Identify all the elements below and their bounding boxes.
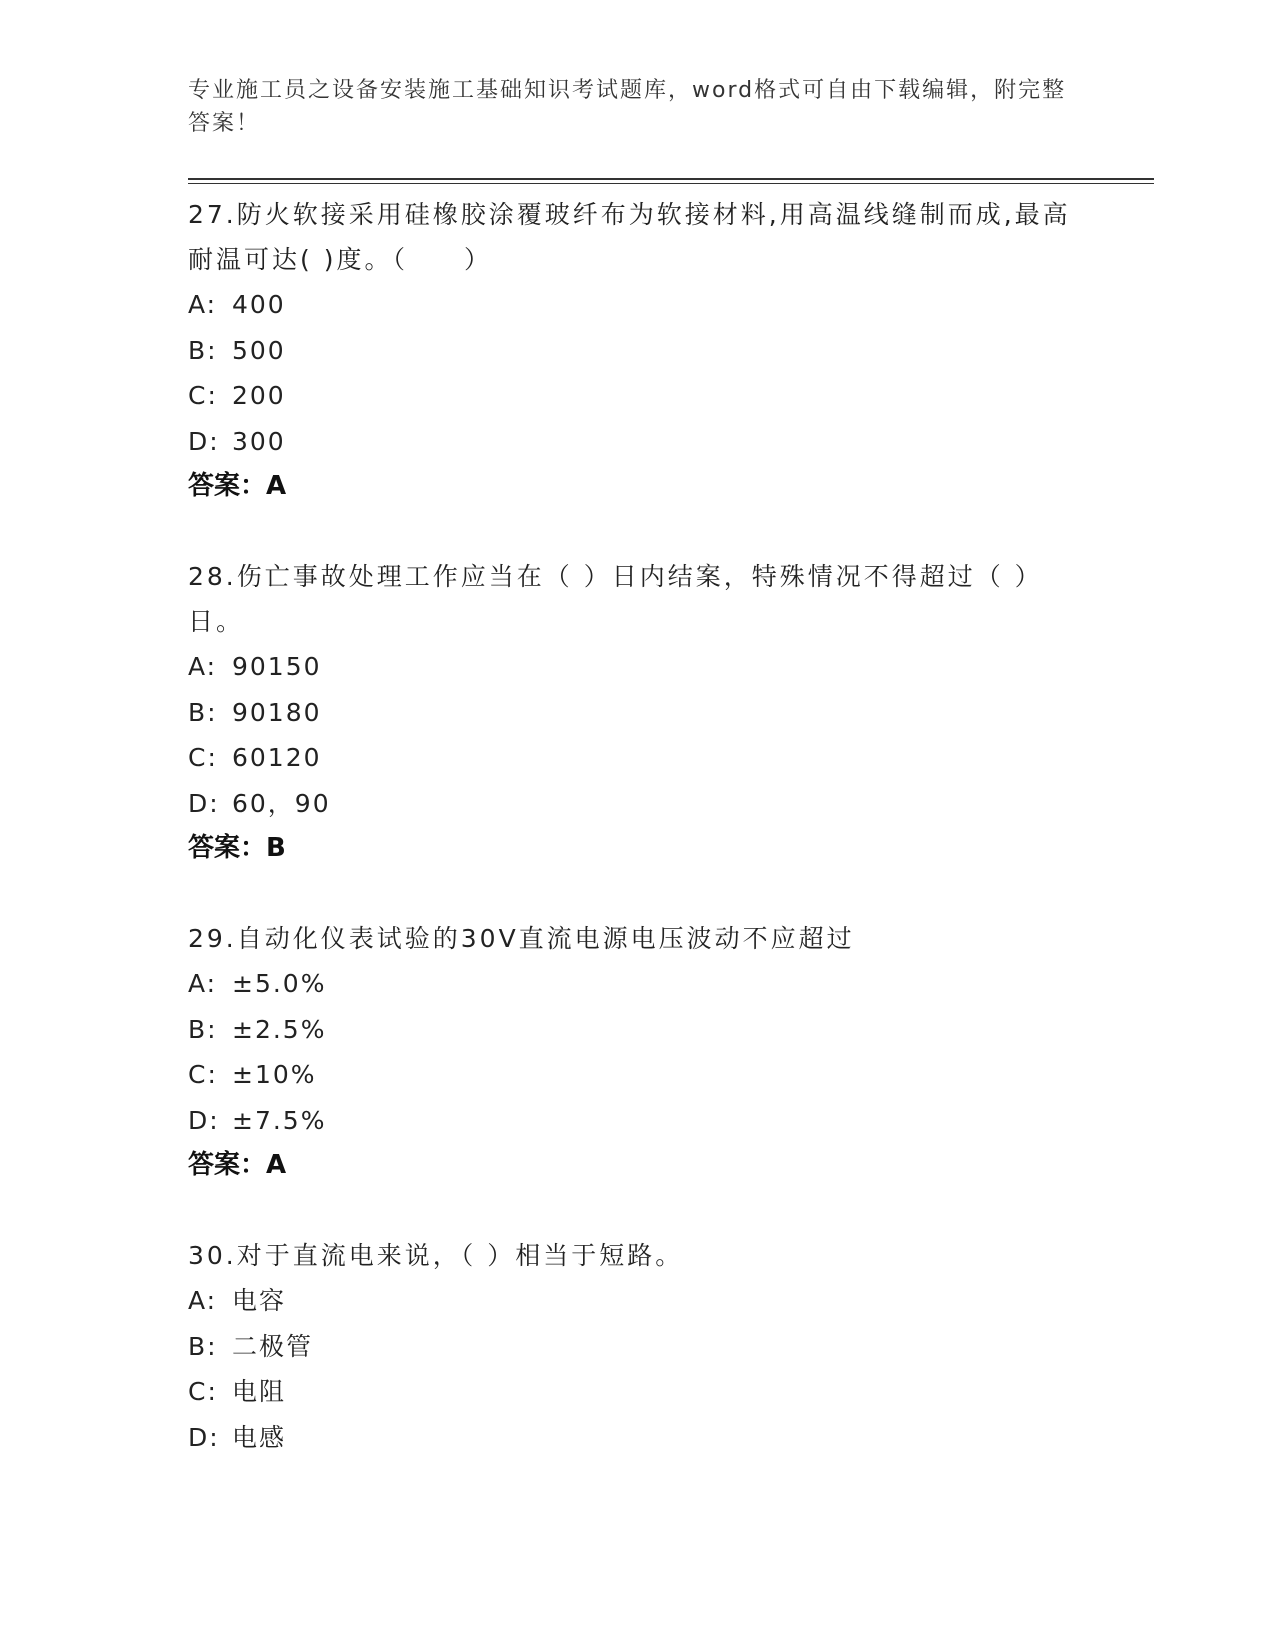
option-value: ±5.0% bbox=[232, 969, 327, 998]
option-key: A: bbox=[188, 1286, 218, 1315]
question-text: 28.伤亡事故处理工作应当在（ ）日内结案，特殊情况不得超过（ ）日。 bbox=[188, 562, 1043, 636]
option-d bbox=[188, 1415, 1088, 1461]
answer-line: 答案：B bbox=[188, 833, 286, 863]
option-value: 二极管 bbox=[232, 1331, 314, 1361]
option-c bbox=[188, 1052, 1088, 1098]
option-value: 60120 bbox=[232, 743, 322, 772]
option-a bbox=[188, 1278, 1088, 1324]
question-gap bbox=[188, 509, 1088, 554]
option-d bbox=[188, 1098, 1088, 1144]
question-text: 30.对于直流电来说，（ ）相当于短路。 bbox=[188, 1241, 684, 1270]
option-b bbox=[188, 1324, 1088, 1370]
question-gap bbox=[188, 1188, 1088, 1233]
option-key: A: bbox=[188, 652, 218, 681]
option-value: 60，90 bbox=[232, 788, 331, 818]
question-29 bbox=[188, 916, 1088, 1188]
option-key: A: bbox=[188, 969, 218, 998]
option-key: B: bbox=[188, 1014, 218, 1044]
question-list bbox=[188, 192, 1088, 1460]
option-value: 电容 bbox=[232, 1286, 287, 1315]
option-value: ±2.5% bbox=[232, 1014, 327, 1044]
option-key: D: bbox=[188, 788, 220, 818]
option-d bbox=[188, 419, 1088, 465]
option-key: C: bbox=[188, 743, 218, 772]
question-27 bbox=[188, 192, 1088, 509]
option-c bbox=[188, 1369, 1088, 1415]
header-divider-thick bbox=[188, 178, 1154, 180]
option-b bbox=[188, 690, 1088, 736]
question-text: 29.自动化仪表试验的30V直流电源电压波动不应超过 bbox=[188, 924, 855, 953]
option-value: ±7.5% bbox=[232, 1105, 327, 1135]
header-divider-thin bbox=[188, 183, 1154, 184]
option-key: A: bbox=[188, 290, 218, 319]
option-key: D: bbox=[188, 1422, 220, 1452]
question-gap bbox=[188, 871, 1088, 916]
option-a bbox=[188, 282, 1088, 328]
option-value: 90150 bbox=[232, 652, 322, 681]
question-text: 27.防火软接采用硅橡胶涂覆玻纤布为软接材料,用高温线缝制而成,最高耐温可达( )度。（ ） bbox=[188, 200, 1071, 274]
option-value: 200 bbox=[232, 381, 286, 410]
option-d bbox=[188, 781, 1088, 827]
option-b bbox=[188, 1007, 1088, 1053]
option-b bbox=[188, 328, 1088, 374]
option-key: B: bbox=[188, 697, 218, 727]
option-value: 400 bbox=[232, 290, 286, 319]
document-header: 专业施工员之设备安装施工基础知识考试题库，word格式可自由下载编辑，附完整答案！ bbox=[188, 78, 1067, 136]
option-a bbox=[188, 644, 1088, 690]
option-value: 300 bbox=[232, 426, 286, 456]
option-key: C: bbox=[188, 381, 218, 410]
question-28 bbox=[188, 554, 1088, 871]
option-key: D: bbox=[188, 1105, 220, 1135]
option-key: D: bbox=[188, 426, 220, 456]
answer-line: 答案：A bbox=[188, 1150, 287, 1180]
option-value: ±10% bbox=[232, 1060, 317, 1089]
option-key: C: bbox=[188, 1377, 218, 1406]
question-30 bbox=[188, 1233, 1088, 1460]
option-key: B: bbox=[188, 335, 218, 365]
option-value: 500 bbox=[232, 335, 286, 365]
option-value: 90180 bbox=[232, 697, 322, 727]
option-value: 电阻 bbox=[232, 1377, 287, 1406]
option-a bbox=[188, 961, 1088, 1007]
option-key: B: bbox=[188, 1331, 218, 1361]
option-value: 电感 bbox=[232, 1422, 287, 1452]
option-c bbox=[188, 373, 1088, 419]
option-key: C: bbox=[188, 1060, 218, 1089]
answer-line: 答案：A bbox=[188, 471, 287, 501]
option-c bbox=[188, 735, 1088, 781]
